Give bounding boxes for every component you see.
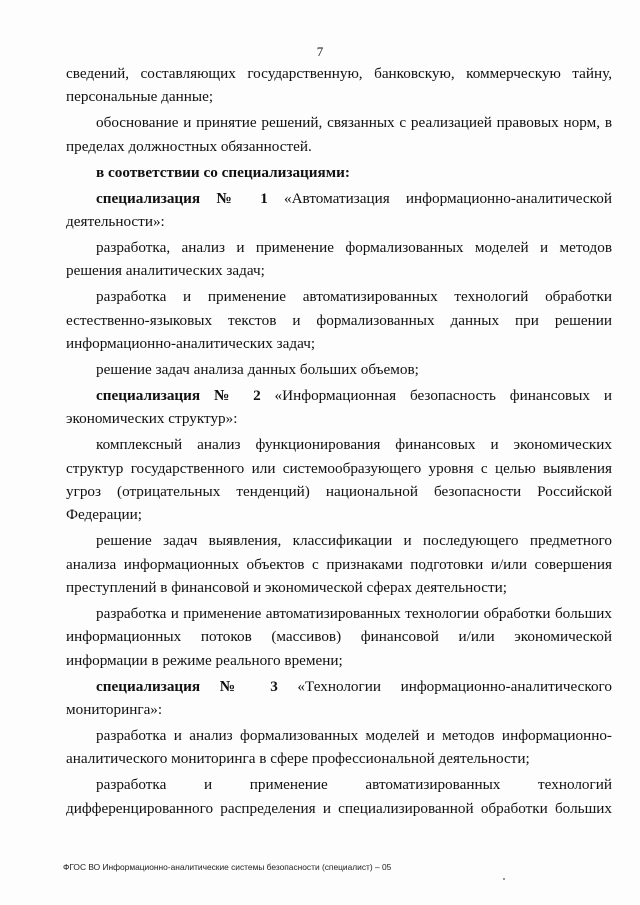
specialization-2-heading xyxy=(66,384,612,431)
paragraph-formal-models: разработка, анализ и применение формализованных моделей и методов решения аналитических задач; xyxy=(66,238,612,280)
scan-speck xyxy=(503,878,505,880)
paragraph-monitoring-models: разработка и анализ формализованных моделей и методов информационно-аналитического мониторинга в сфере профессиональной деятельности; xyxy=(66,726,612,768)
specialization-1-label: специализация № 1 xyxy=(96,189,268,207)
paragraph-detection-tasks: решение задач выявления, классификации и последующего предметного анализа информационных объектов с признаками подготовки и/или совершения преступлений в финансовой и экономической сферах деятельности; xyxy=(66,532,612,597)
paragraph-big-data: решение задач анализа данных больших объемов; xyxy=(96,360,419,378)
specialization-3-title: «Технологии информационно-аналитического мониторинга»: xyxy=(66,677,612,719)
specialization-1-heading xyxy=(66,187,612,234)
paragraph-legal-decisions: обоснование и принятие решений, связанных с реализацией правовых норм, в пределах должностных обязанностей. xyxy=(66,114,612,155)
specialization-2-title: «Информационная безопасность финансовых и экономических структур»: xyxy=(66,386,612,428)
specializations-heading: в соответствии со специализациями: xyxy=(96,163,350,181)
specialization-3-heading xyxy=(66,675,612,722)
specialization-2-label: специализация № 2 xyxy=(96,386,261,404)
paragraph-continuation: сведений, составляющих государственную, банковскую, коммерческую тайну, персональные данные; xyxy=(66,65,612,106)
specialization-3-label: специализация № 3 xyxy=(96,677,278,695)
paragraph-complex-analysis: комплексный анализ функционирования финансовых и экономических структур государственного или системообразующего уровня с целью выявления угроз (отрицательных тенденций) национальной безопасности Российской Федерации; xyxy=(66,436,612,524)
page-footer: ФГОС ВО Информационно-аналитические системы безопасности (специалист) – 05 xyxy=(63,862,392,872)
document-body xyxy=(66,62,612,823)
specialization-1-title: «Автоматизация информационно-аналитической деятельности»: xyxy=(66,189,612,230)
paragraph-realtime-processing: разработка и применение автоматизированных технологии обработки больших информационных потоков (массивов) финансовой и/или экономической информации в режиме реального времени; xyxy=(66,604,612,669)
paragraph-differentiated-distribution: разработка и применение автоматизированных технологий дифференцированного распределения и специализированной обработки больших xyxy=(66,776,612,817)
paragraph-nlp-tech: разработка и применение автоматизированных технологий обработки естественно-языковых текстов и формализованных данных при решении информационно-аналитических задач; xyxy=(66,288,612,352)
page-number: 7 xyxy=(316,44,324,59)
